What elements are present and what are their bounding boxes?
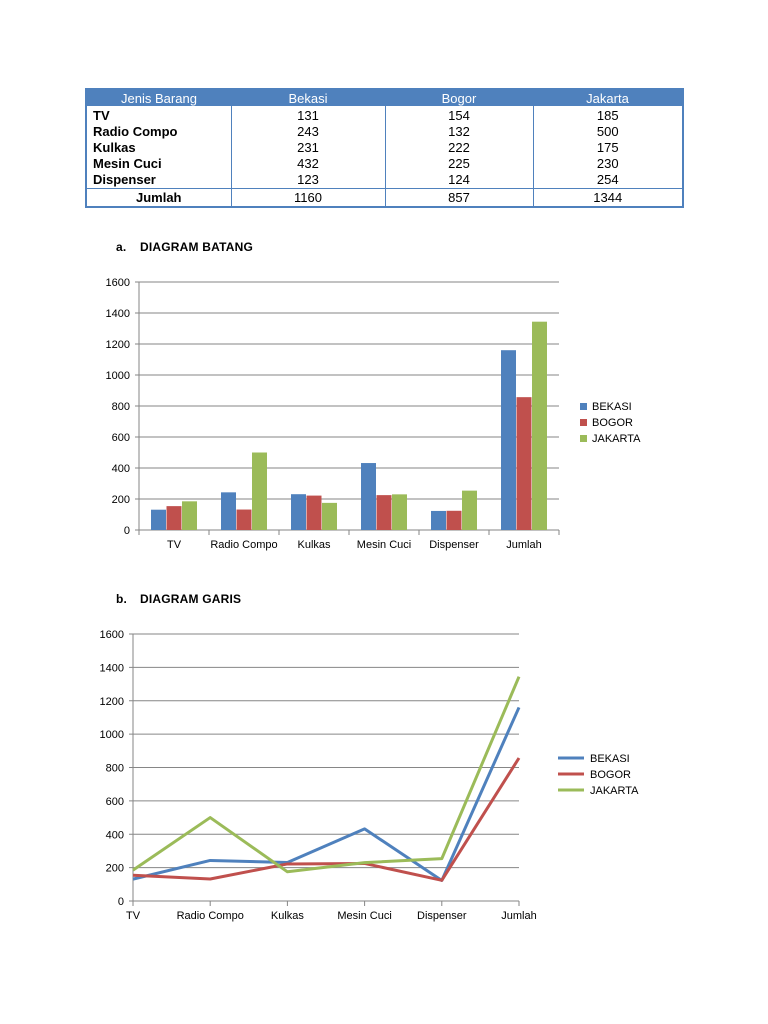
legend-label: BOGOR [592, 417, 633, 429]
header-bogor: Bogor [385, 89, 533, 106]
y-tick-label: 1000 [105, 370, 130, 382]
y-tick-label: 0 [123, 525, 130, 537]
header-jenis-barang: Jenis Barang [86, 89, 231, 106]
legend-label: BEKASI [592, 401, 632, 413]
x-tick-label: TV [125, 910, 141, 922]
x-tick-label: TV [166, 539, 182, 551]
y-tick-label: 1200 [105, 339, 130, 351]
x-tick-label: Dispenser [429, 539, 479, 551]
y-tick-label: 600 [105, 795, 124, 808]
y-tick-label: 1400 [105, 308, 130, 320]
cell-item: Mesin Cuci [93, 156, 162, 171]
total-label: Jumlah [86, 189, 231, 208]
cell-item: TV [93, 108, 110, 123]
cell-bogor: 225 [385, 156, 533, 172]
cell-bekasi: 131 [231, 106, 385, 124]
header-jakarta: Jakarta [533, 89, 683, 106]
y-tick-label: 1600 [99, 629, 124, 641]
cell-bogor: 222 [385, 140, 533, 156]
y-tick-label: 800 [111, 401, 130, 413]
total-jakarta: 1344 [533, 189, 683, 208]
y-tick-label: 1200 [99, 695, 124, 708]
header-bekasi: Bekasi [231, 89, 385, 106]
series-line-bekasi [133, 707, 519, 880]
bar-section-marker: a. [116, 240, 127, 254]
total-bekasi: 1160 [231, 189, 385, 208]
x-tick-label: Mesin Cuci [337, 910, 392, 922]
y-tick-label: 1000 [99, 729, 124, 742]
y-tick-label: 800 [105, 762, 124, 775]
cell-bekasi: 243 [231, 124, 385, 140]
y-tick-label: 600 [111, 432, 130, 444]
y-tick-label: 1600 [105, 277, 130, 289]
cell-item: Dispenser [93, 172, 156, 187]
cell-jakarta: 175 [533, 140, 683, 156]
y-tick-label: 0 [117, 896, 124, 908]
cell-bogor: 154 [385, 106, 533, 124]
y-tick-label: 200 [111, 494, 130, 506]
legend-label: JAKARTA [592, 433, 641, 445]
cell-bekasi: 231 [231, 140, 385, 156]
x-tick-label: Jumlah [506, 539, 542, 551]
y-tick-label: 400 [111, 463, 130, 475]
cell-item: Kulkas [93, 140, 136, 155]
legend-label: JAKARTA [590, 785, 639, 797]
bar-section-label: DIAGRAM BATANG [140, 240, 254, 254]
cell-bekasi: 432 [231, 156, 385, 172]
cell-jakarta: 500 [533, 124, 683, 140]
y-tick-label: 1400 [99, 662, 124, 675]
y-tick-label: 400 [105, 829, 124, 842]
cell-bogor: 124 [385, 172, 533, 189]
x-tick-label: Mesin Cuci [356, 539, 412, 551]
cell-jakarta: 230 [533, 156, 683, 172]
cell-jakarta: 185 [533, 106, 683, 124]
x-tick-label: Dispenser [417, 910, 467, 922]
x-tick-label: Radio Compo [176, 910, 244, 922]
total-bogor: 857 [385, 189, 533, 208]
legend-label: BOGOR [590, 769, 631, 781]
y-tick-label: 200 [105, 862, 124, 875]
line-section-label: DIAGRAM GARIS [140, 592, 242, 606]
x-tick-label: Kulkas [297, 539, 331, 551]
series-line-jakarta [133, 677, 519, 872]
x-tick-label: Kulkas [270, 910, 304, 922]
legend-label: BEKASI [590, 753, 630, 765]
x-tick-label: Radio Compo [210, 539, 278, 551]
cell-item: Radio Compo [93, 124, 178, 139]
x-tick-label: Jumlah [501, 910, 537, 922]
cell-bogor: 132 [385, 124, 533, 140]
line-section-marker: b. [116, 592, 128, 606]
cell-bekasi: 123 [231, 172, 385, 189]
series-line-bogor [133, 758, 519, 880]
cell-jakarta: 254 [533, 172, 683, 189]
